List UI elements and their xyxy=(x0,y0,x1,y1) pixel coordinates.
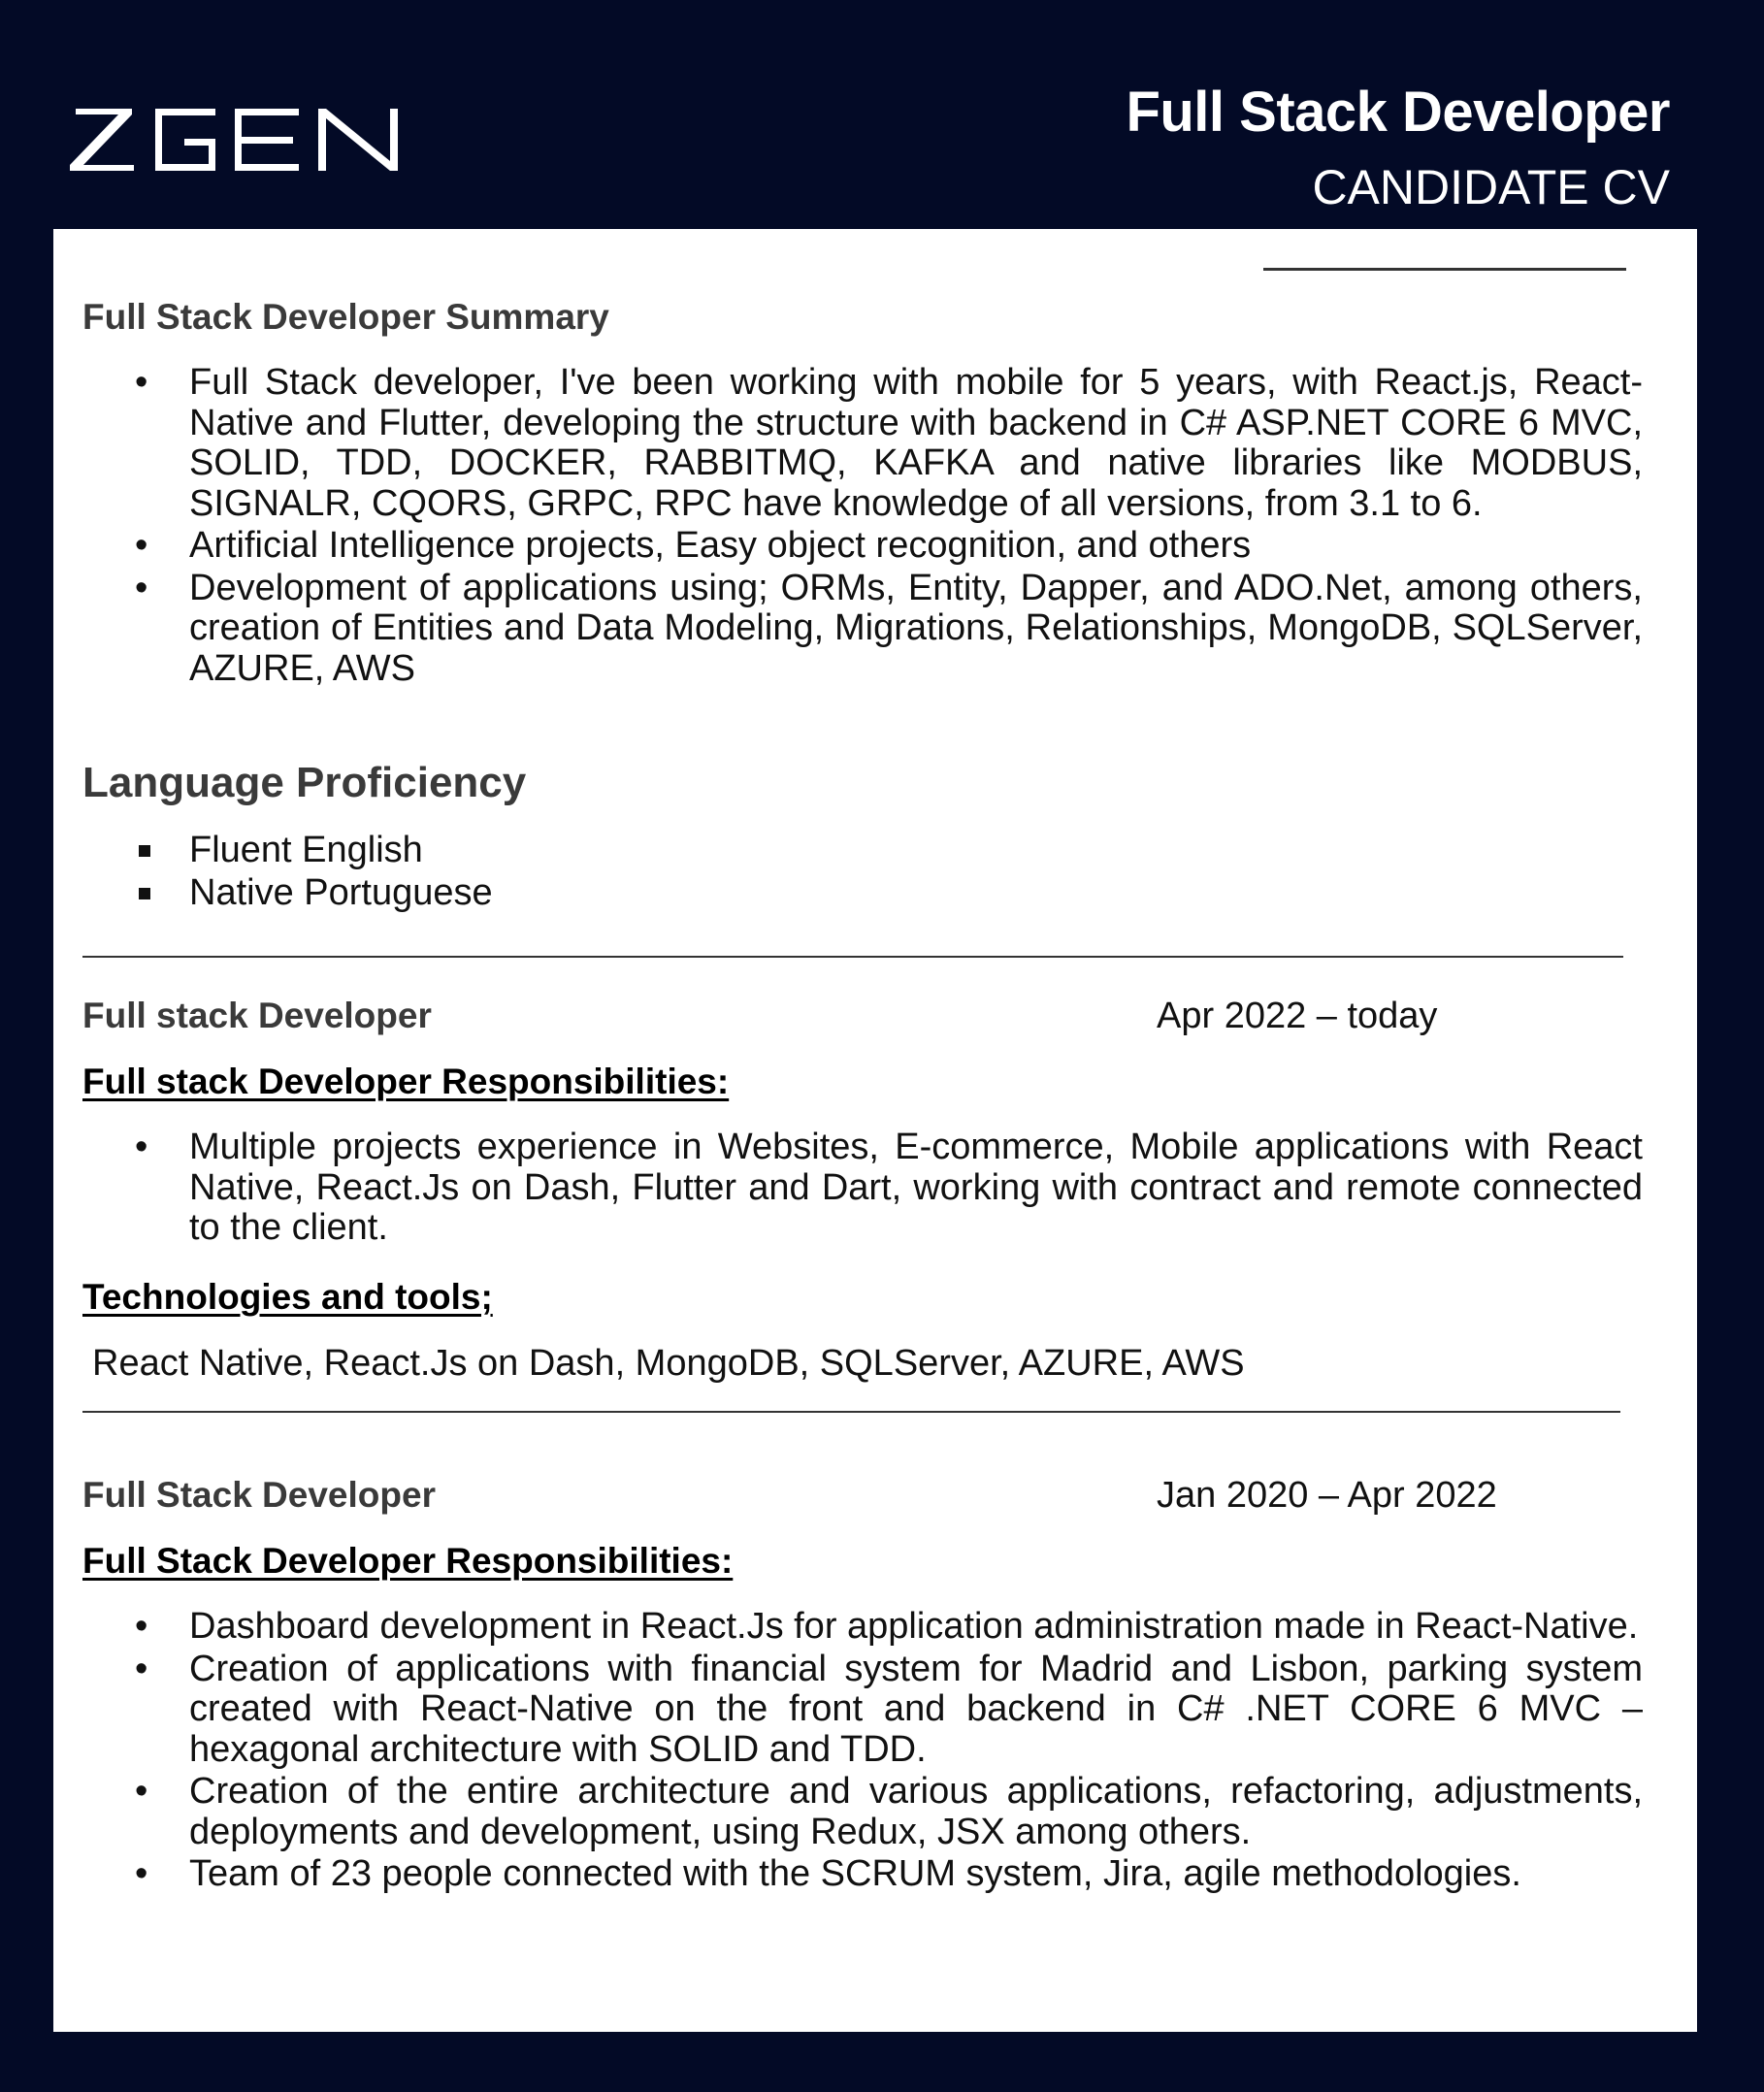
square-bullet-icon xyxy=(139,845,150,857)
cv-role-title: Full Stack Developer xyxy=(1126,81,1670,144)
list-item: • Creation of applications with financial system for Madrid and Lisbon, parking system created with React-Native on the front and backend in C# .NET CORE 6 MVC – hexagonal architecture with SOLID and TDD. xyxy=(135,1648,1643,1770)
list-item: Fluent English xyxy=(53,831,1643,871)
job-title: Full Stack Developer xyxy=(82,1475,436,1515)
job-dates: Jan 2020 – Apr 2022 xyxy=(1157,1475,1497,1516)
summary-heading: Full Stack Developer Summary xyxy=(82,297,609,337)
top-divider xyxy=(1263,268,1626,271)
list-item: • Artificial Intelligence projects, Easy object recognition, and others xyxy=(135,525,1252,566)
job-title: Full stack Developer xyxy=(82,996,432,1035)
list-item: • Full Stack developer, I've been working with mobile for 5 years, with React.js, React-Native and Flutter, developing the structure with backend in C# ASP.NET CORE 6 MVC, SOLID, TDD, DOCKER, RABBITMQ, KAFKA and native libraries like MODBUS, SIGNALR, CQORS, GRPC, RPC have knowledge of all versions, from 3.1 to 6. xyxy=(135,362,1643,524)
responsibilities-heading: Full Stack Developer Responsibilities: xyxy=(82,1541,734,1581)
bullet-icon: • xyxy=(135,1648,148,1689)
list-item: Native Portuguese xyxy=(53,873,1643,914)
list-item: • Development of applications using; ORMs, Entity, Dapper, and ADO.Net, among others, creation of Entities and Data Modeling, Migrations, Relationships, MongoDB, SQLServer, AZURE, AWS xyxy=(135,567,1643,689)
bullet-icon: • xyxy=(135,362,148,403)
bullet-icon: • xyxy=(135,1127,148,1167)
responsibilities-list xyxy=(53,1607,1643,1897)
zgen-logo xyxy=(70,109,400,171)
tools-text: React Native, React.Js on Dash, MongoDB, SQLServer, AZURE, AWS xyxy=(92,1343,1245,1384)
section-divider xyxy=(82,956,1623,958)
bullet-icon: • xyxy=(135,567,148,608)
cv-page xyxy=(53,229,1697,2032)
tools-heading: Technologies and tools; xyxy=(82,1277,493,1317)
responsibilities-heading: Full stack Developer Responsibilities: xyxy=(82,1062,730,1101)
bullet-icon: • xyxy=(135,1606,148,1647)
list-item: • Team of 23 people connected with the SCRUM system, Jira, agile methodologies. xyxy=(135,1853,1521,1894)
responsibilities-list xyxy=(53,1128,1643,1251)
bullet-icon: • xyxy=(135,1853,148,1894)
section-divider xyxy=(82,1411,1620,1413)
bullet-icon: • xyxy=(135,525,148,566)
list-item: • Multiple projects experience in Websites, E-commerce, Mobile applications with React Native, React.Js on Dash, Flutter and Dart, working with contract and remote connected to the client. xyxy=(135,1127,1643,1248)
list-item: • Dashboard development in React.Js for application administration made in React-Native. xyxy=(135,1606,1639,1647)
language-heading: Language Proficiency xyxy=(82,759,527,806)
bullet-icon: • xyxy=(135,1771,148,1812)
list-item: • Creation of the entire architecture and various applications, refactoring, adjustments, deployments and development, using Redux, JSX among others. xyxy=(135,1771,1643,1852)
language-list xyxy=(53,831,1643,915)
cv-subtitle: CANDIDATE CV xyxy=(1312,160,1670,214)
summary-list xyxy=(53,363,1643,691)
square-bullet-icon xyxy=(139,888,150,899)
job-dates: Apr 2022 – today xyxy=(1157,996,1438,1036)
